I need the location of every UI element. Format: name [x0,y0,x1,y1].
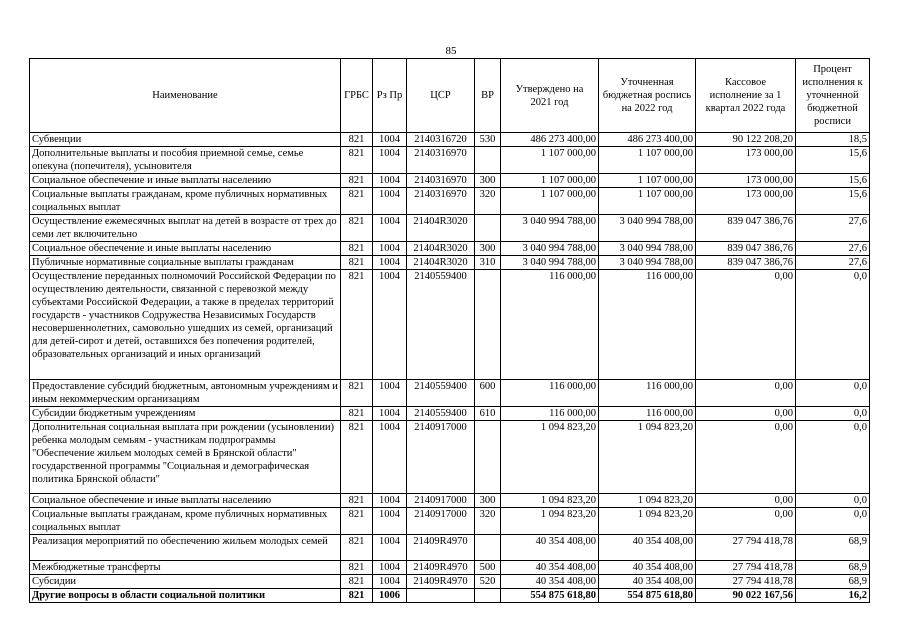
table-row [30,188,870,215]
cell-grbs: 821 [341,380,373,407]
cell-refined: 1 094 823,20 [599,494,696,508]
cell-refined: 486 273 400,00 [599,133,696,147]
cell-grbs: 821 [341,133,373,147]
cell-vr: 500 [475,561,501,575]
cell-csr: 2140559400 [407,380,475,407]
cell-grbs: 821 [341,494,373,508]
cell-cash: 173 000,00 [696,174,796,188]
cell-vr: 530 [475,133,501,147]
cell-rzpr: 1004 [373,256,407,270]
cell-percent: 68,9 [796,561,870,575]
cell-approved: 3 040 994 788,00 [501,256,599,270]
cell-refined: 1 094 823,20 [599,421,696,494]
cell-refined: 116 000,00 [599,270,696,380]
cell-cash: 0,00 [696,380,796,407]
cell-cash: 27 794 418,78 [696,561,796,575]
table-row [30,561,870,575]
cell-name: Предоставление субсидий бюджетным, автономным учреждениям и иным некоммерческим организациям [30,380,341,407]
cell-csr: 2140316970 [407,188,475,215]
cell-approved: 3 040 994 788,00 [501,215,599,242]
cell-rzpr: 1004 [373,561,407,575]
cell-name: Социальное обеспечение и иные выплаты населению [30,494,341,508]
cell-refined: 40 354 408,00 [599,535,696,561]
budget-table [29,58,870,603]
cell-cash: 839 047 386,76 [696,242,796,256]
cell-name: Социальные выплаты гражданам, кроме публичных нормативных социальных выплат [30,188,341,215]
table-row [30,494,870,508]
cell-name: Социальное обеспечение и иные выплаты населению [30,242,341,256]
cell-vr: 300 [475,174,501,188]
cell-percent: 15,6 [796,188,870,215]
table-row [30,575,870,589]
cell-refined: 40 354 408,00 [599,575,696,589]
cell-grbs: 821 [341,575,373,589]
cell-cash: 0,00 [696,407,796,421]
cell-cash: 0,00 [696,494,796,508]
cell-refined: 1 107 000,00 [599,188,696,215]
cell-grbs: 821 [341,256,373,270]
header-approved: Утверждено на 2021 год [501,59,599,133]
cell-percent: 0,0 [796,270,870,380]
cell-percent: 0,0 [796,508,870,535]
cell-cash: 0,00 [696,421,796,494]
header-name: Наименование [30,59,341,133]
cell-rzpr: 1004 [373,133,407,147]
cell-cash: 173 000,00 [696,188,796,215]
cell-rzpr: 1004 [373,270,407,380]
cell-refined: 1 094 823,20 [599,508,696,535]
table-row [30,407,870,421]
cell-vr [475,215,501,242]
cell-refined: 116 000,00 [599,380,696,407]
cell-approved: 40 354 408,00 [501,561,599,575]
table-row [30,508,870,535]
cell-refined: 116 000,00 [599,407,696,421]
cell-csr [407,589,475,603]
cell-approved: 116 000,00 [501,270,599,380]
cell-csr: 21404R3020 [407,215,475,242]
cell-vr: 300 [475,494,501,508]
header-percent: Процент исполнения к уточненной бюджетной росписи [796,59,870,133]
cell-name: Дополнительная социальная выплата при рождении (усыновлении) ребенка молодым семьям - участникам подпрограммы "Обеспечение жильем молодых семей в Брянской области" государственной программы "Социальная и демографическая политика Брянской области" [30,421,341,494]
cell-percent: 27,6 [796,242,870,256]
cell-cash: 0,00 [696,270,796,380]
table-row [30,147,870,174]
cell-vr: 520 [475,575,501,589]
cell-vr: 310 [475,256,501,270]
cell-csr: 2140917000 [407,508,475,535]
header-rzpr: Рз Пр [373,59,407,133]
cell-grbs: 821 [341,535,373,561]
cell-refined: 1 107 000,00 [599,174,696,188]
table-row [30,242,870,256]
header-grbs: ГРБС [341,59,373,133]
cell-name: Публичные нормативные социальные выплаты гражданам [30,256,341,270]
cell-cash: 0,00 [696,508,796,535]
cell-name: Субвенции [30,133,341,147]
cell-approved: 1 094 823,20 [501,508,599,535]
cell-vr [475,535,501,561]
cell-approved: 1 094 823,20 [501,421,599,494]
cell-cash: 839 047 386,76 [696,215,796,242]
cell-cash: 90 022 167,56 [696,589,796,603]
header-refined: Уточненная бюджетная роспись на 2022 год [599,59,696,133]
cell-percent: 15,6 [796,174,870,188]
cell-grbs: 821 [341,561,373,575]
cell-approved: 3 040 994 788,00 [501,242,599,256]
cell-rzpr: 1004 [373,174,407,188]
cell-vr: 600 [475,380,501,407]
cell-csr: 21404R3020 [407,242,475,256]
cell-percent: 27,6 [796,215,870,242]
cell-refined: 1 107 000,00 [599,147,696,174]
cell-percent: 15,6 [796,147,870,174]
cell-csr: 2140316970 [407,147,475,174]
cell-grbs: 821 [341,270,373,380]
header-row [30,59,870,133]
cell-approved: 40 354 408,00 [501,575,599,589]
cell-percent: 0,0 [796,380,870,407]
table-row [30,133,870,147]
table-row [30,270,870,380]
cell-cash: 839 047 386,76 [696,256,796,270]
cell-name: Социальное обеспечение и иные выплаты населению [30,174,341,188]
cell-vr: 300 [475,242,501,256]
cell-approved: 486 273 400,00 [501,133,599,147]
cell-vr [475,147,501,174]
cell-vr: 320 [475,508,501,535]
cell-approved: 1 107 000,00 [501,188,599,215]
cell-grbs: 821 [341,215,373,242]
cell-vr [475,270,501,380]
cell-grbs: 821 [341,174,373,188]
cell-name: Осуществление ежемесячных выплат на детей в возрасте от трех до семи лет включительно [30,215,341,242]
cell-name: Реализация мероприятий по обеспечению жильем молодых семей [30,535,341,561]
cell-refined: 3 040 994 788,00 [599,256,696,270]
cell-cash: 27 794 418,78 [696,535,796,561]
cell-grbs: 821 [341,421,373,494]
cell-vr: 320 [475,188,501,215]
cell-rzpr: 1004 [373,380,407,407]
cell-refined: 40 354 408,00 [599,561,696,575]
cell-rzpr: 1004 [373,147,407,174]
table-row [30,380,870,407]
header-csr: ЦСР [407,59,475,133]
table-body [30,133,870,603]
cell-csr: 21409R4970 [407,575,475,589]
cell-name: Дополнительные выплаты и пособия приемной семье, семье опекуна (попечителя), усыновителя [30,147,341,174]
cell-cash: 173 000,00 [696,147,796,174]
cell-cash: 27 794 418,78 [696,575,796,589]
cell-approved: 1 107 000,00 [501,147,599,174]
cell-refined: 3 040 994 788,00 [599,215,696,242]
cell-approved: 554 875 618,80 [501,589,599,603]
cell-refined: 554 875 618,80 [599,589,696,603]
cell-percent: 68,9 [796,575,870,589]
cell-csr: 2140559400 [407,270,475,380]
cell-grbs: 821 [341,147,373,174]
cell-refined: 3 040 994 788,00 [599,242,696,256]
cell-vr: 610 [475,407,501,421]
cell-csr: 2140316720 [407,133,475,147]
cell-percent: 68,9 [796,535,870,561]
cell-csr: 2140917000 [407,494,475,508]
cell-rzpr: 1004 [373,215,407,242]
cell-rzpr: 1004 [373,421,407,494]
table-row [30,535,870,561]
cell-csr: 21409R4970 [407,561,475,575]
cell-approved: 116 000,00 [501,407,599,421]
page-number: 85 [445,45,457,57]
cell-percent: 0,0 [796,494,870,508]
cell-percent: 18,5 [796,133,870,147]
cell-grbs: 821 [341,589,373,603]
table-row [30,256,870,270]
cell-approved: 116 000,00 [501,380,599,407]
cell-name: Субсидии бюджетным учреждениям [30,407,341,421]
cell-rzpr: 1004 [373,575,407,589]
header-cash: Кассовое исполнение за 1 квартал 2022 года [696,59,796,133]
cell-rzpr: 1004 [373,188,407,215]
table-row [30,215,870,242]
cell-csr: 2140316970 [407,174,475,188]
cell-csr: 2140917000 [407,421,475,494]
cell-csr: 2140559400 [407,407,475,421]
cell-percent: 16,2 [796,589,870,603]
cell-name: Осуществление переданных полномочий Российской Федерации по осуществлению деятельности, связанной с перевозкой между субъектами Российской Федерации, а также в пределах территорий государств - участников Содружества Независимых Государств несовершеннолетних, самовольно ушедших из семей, организаций для детей-сирот и детей, оставшихся без попечения родителей, образовательных организаций и иных организаций [30,270,341,380]
table-row [30,421,870,494]
cell-cash: 90 122 208,20 [696,133,796,147]
cell-grbs: 821 [341,407,373,421]
cell-rzpr: 1004 [373,242,407,256]
cell-percent: 0,0 [796,407,870,421]
cell-rzpr: 1004 [373,508,407,535]
header-vr: ВР [475,59,501,133]
cell-name: Субсидии [30,575,341,589]
cell-rzpr: 1006 [373,589,407,603]
cell-grbs: 821 [341,188,373,215]
cell-vr [475,421,501,494]
cell-vr [475,589,501,603]
table-row [30,589,870,603]
cell-name: Социальные выплаты гражданам, кроме публичных нормативных социальных выплат [30,508,341,535]
cell-rzpr: 1004 [373,535,407,561]
cell-rzpr: 1004 [373,407,407,421]
cell-name: Другие вопросы в области социальной политики [30,589,341,603]
cell-rzpr: 1004 [373,494,407,508]
table-row [30,174,870,188]
cell-percent: 27,6 [796,256,870,270]
cell-csr: 21409R4970 [407,535,475,561]
cell-csr: 21404R3020 [407,256,475,270]
cell-approved: 40 354 408,00 [501,535,599,561]
cell-grbs: 821 [341,508,373,535]
cell-approved: 1 107 000,00 [501,174,599,188]
cell-percent: 0,0 [796,421,870,494]
cell-name: Межбюджетные трансферты [30,561,341,575]
cell-approved: 1 094 823,20 [501,494,599,508]
cell-grbs: 821 [341,242,373,256]
